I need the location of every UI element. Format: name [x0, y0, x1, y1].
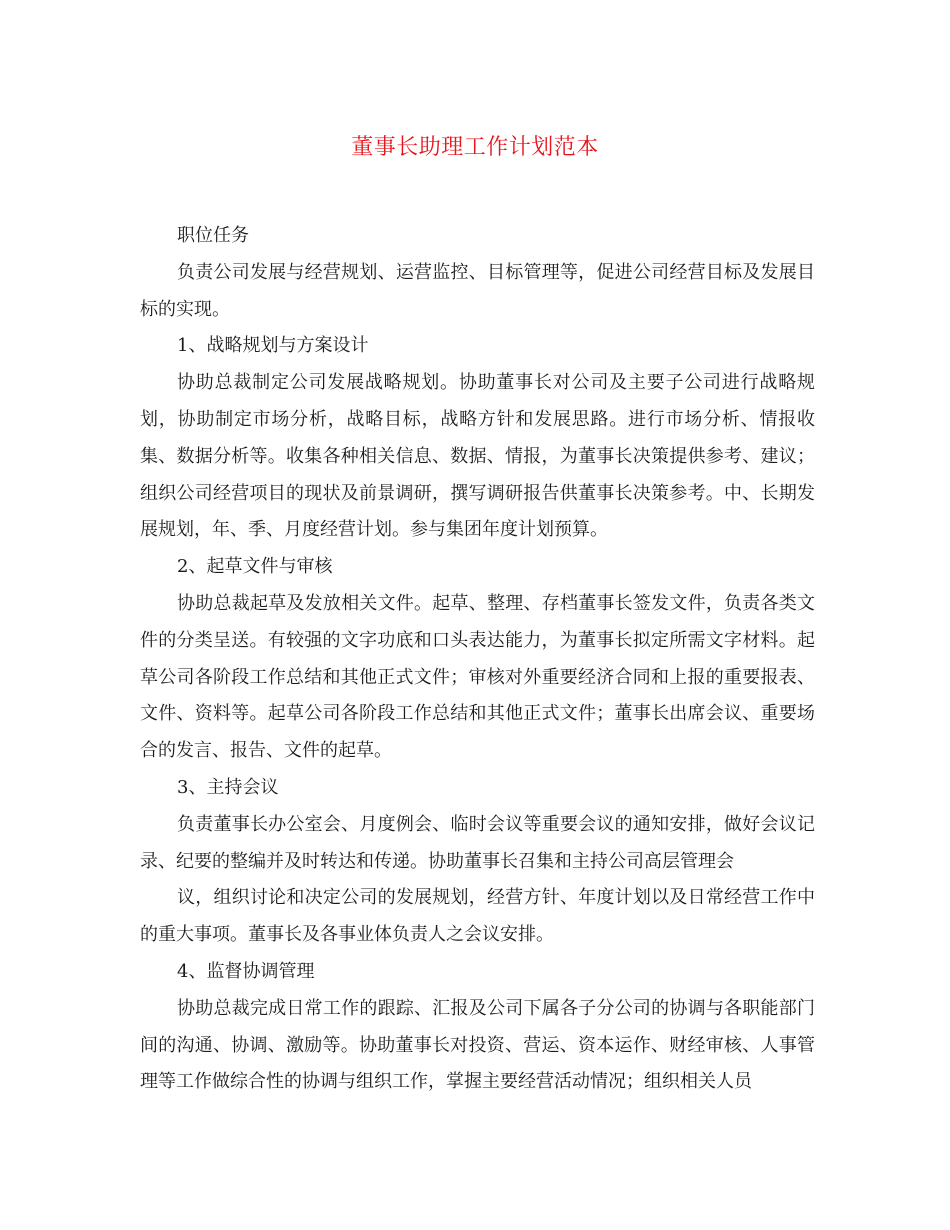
paragraph-job-summary: 负责公司发展与经营规划、运营监控、目标管理等，促进公司经营目标及发展目标的实现。: [140, 261, 815, 320]
section-heading-strategy: 1、战略规划与方案设计: [177, 335, 369, 357]
paragraph-drafting: 协助总裁起草及发放相关文件。起草、整理、存档董事长签发文件，负责各类文件的分类呈送。有较强的文字功底和口头表达能力，为董事长拟定所需文字材料。起草公司各阶段工作总结和其他正式文件；审核对外重要经济合同和上报的重要报表、文件、资料等。起草公司各阶段工作总结和其他正式文件；董事长出席会议、重要场合的发言、报告、文件的起草。: [140, 592, 815, 762]
document-title: 董事长助理工作计划范本: [351, 135, 599, 160]
paragraph-meetings-1: 负责董事长办公室会、月度例会、临时会议等重要会议的通知安排，做好会议记录、纪要的整编并及时转达和传递。协助董事长召集和主持公司高层管理会: [140, 813, 815, 872]
section-heading-meetings: 3、主持会议: [177, 776, 279, 798]
paragraph-coordination: 协助总裁完成日常工作的跟踪、汇报及公司下属各子分公司的协调与各职能部门间的沟通、协调、激励等。协助董事长对投资、营运、资本运作、财经审核、人事管理等工作做综合性的协调与组织工作，掌握主要经营活动情况；组织相关人员: [140, 997, 815, 1093]
section-heading-coordination: 4、监督协调管理: [177, 960, 315, 982]
paragraph-strategy: 协助总裁制定公司发展战略规划。协助董事长对公司及主要子公司进行战略规划，协助制定市场分析，战略目标，战略方针和发展思路。进行市场分析、情报收集、数据分析等。收集各种相关信息、数据、情报，为董事长决策提供参考、建议；组织公司经营项目的现状及前景调研，撰写调研报告供董事长决策参考。中、长期发展规划，年、季、月度经营计划。参与集团年度计划预算。: [140, 372, 815, 541]
paragraph-meetings-2: 议，组织讨论和决定公司的发展规划，经营方针、年度计划以及日常经营工作中的重大事项。董事长及各事业体负责人之会议安排。: [140, 887, 815, 946]
document-body: [140, 218, 815, 1101]
section-heading-job-duties: 职位任务: [177, 225, 249, 246]
section-heading-drafting: 2、起草文件与审核: [177, 556, 333, 578]
